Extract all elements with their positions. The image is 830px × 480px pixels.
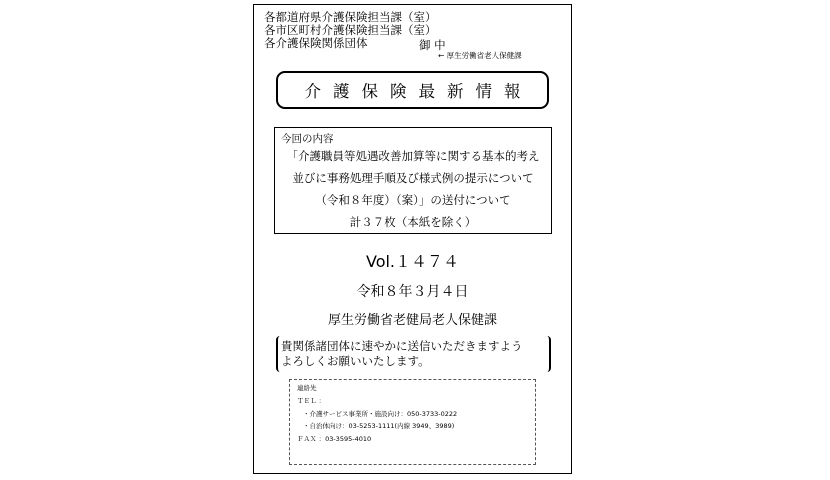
request-line-2: よろしくお願いいたします。 — [281, 354, 430, 368]
request-note — [276, 336, 551, 372]
content-line-2: 並びに事務処理手順及び様式例の提示について — [292, 171, 534, 185]
issuing-bureau: 厚生労働省老健局老人保健課 — [327, 313, 497, 328]
request-line-1: 貴関係諸団体に速やかに送信いただきますよう — [281, 339, 523, 353]
document-title: 介護保険最新情報 — [304, 82, 533, 101]
issue-date: 令和８年３月４日 — [356, 284, 469, 300]
contact-fax: ＦＡＸ ：03-3595-4010 — [297, 435, 372, 443]
contact-tel-2: ・自治体向け：03-5253-1111(内線 3949、3989) — [303, 422, 455, 430]
content-label: 今回の内容 — [281, 133, 334, 145]
volume-number: Vol.１４７４ — [365, 252, 460, 271]
document-page — [253, 4, 572, 474]
contact-label: 連絡先 — [297, 384, 317, 392]
content-box — [274, 127, 552, 234]
contact-tel-1: ・介護サービス事業所・施設向け：050-3733-0222 — [303, 410, 458, 418]
contact-tel-label: ＴＥＬ ： — [297, 397, 326, 405]
content-line-1: 「介護職員等処遇改善加算等に関する基本的考え — [286, 149, 540, 163]
recipient-line-2: 各市区町村介護保険担当課（室） — [264, 23, 437, 37]
content-line-4: 計３７枚（本紙を除く） — [349, 215, 477, 229]
recipient-line-1: 各都道府県介護保険担当課（室） — [264, 10, 437, 24]
recipient-honorific: 御 中 — [419, 38, 446, 52]
recipient-line-3: 各介護保険関係団体 — [264, 36, 368, 50]
content-line-3: （令和８年度）（案）」の送付について — [315, 193, 511, 207]
title-box — [276, 71, 549, 109]
contact-box — [289, 379, 536, 465]
sender-line: ← 厚生労働省老人保健課 — [438, 51, 522, 60]
